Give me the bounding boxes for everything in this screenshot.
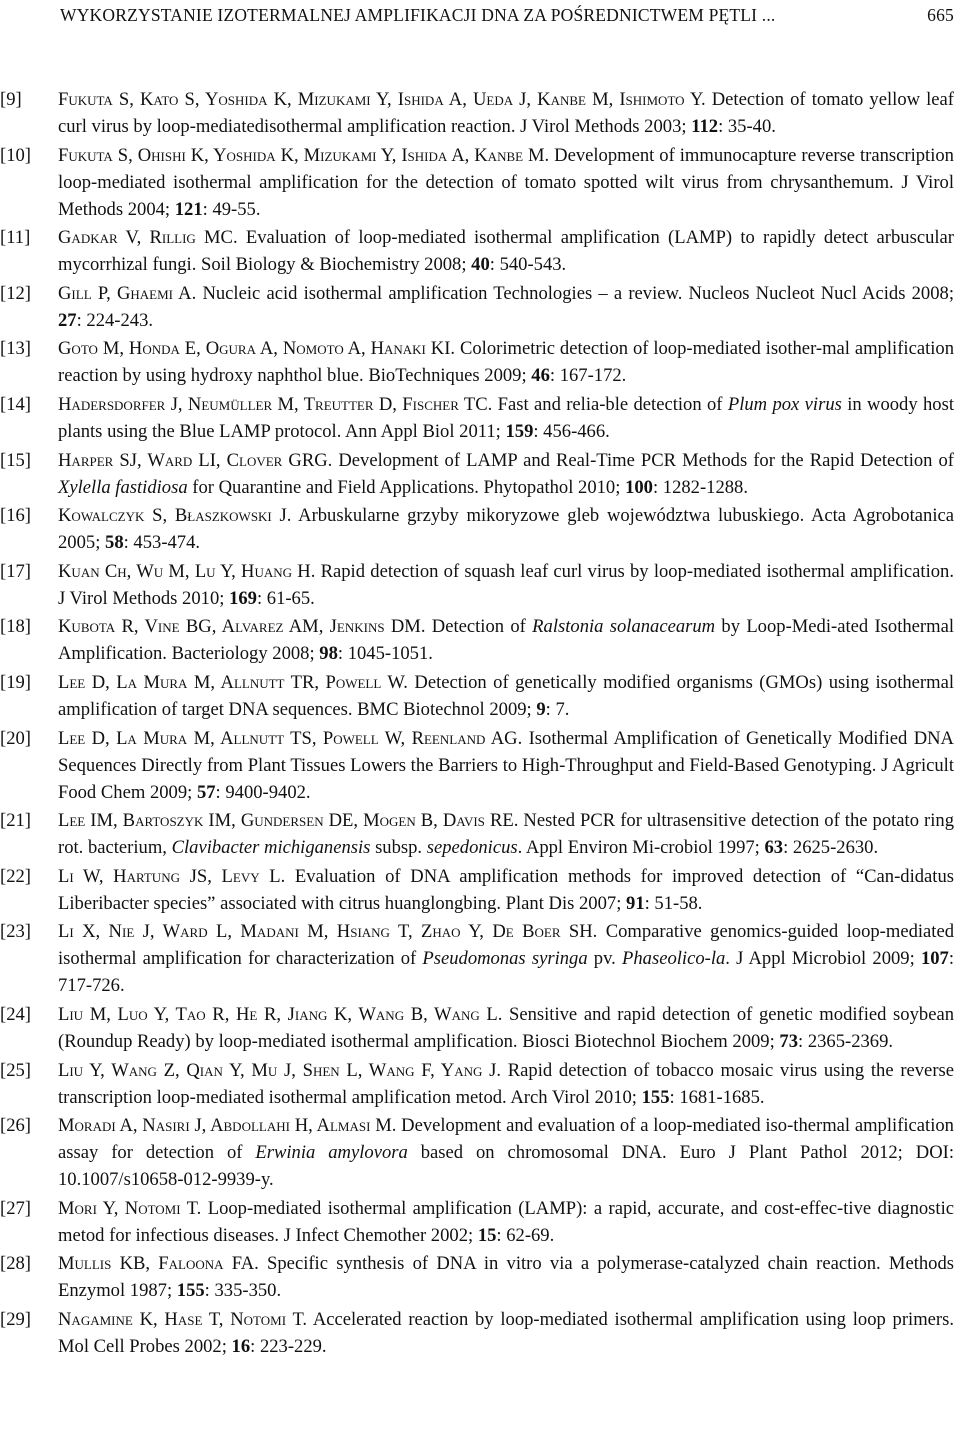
reference-authors: Hadersdorfer J, Neumüller M, Treutter D, Fischer TC. — [58, 393, 493, 415]
reference-text: Development of LAMP and Real-Time PCR Methods for the Rapid Detection of — [332, 449, 954, 471]
reference-text: : 35-40. — [718, 116, 776, 137]
reference-item — [0, 224, 960, 278]
reference-text: Development and evaluation of a loop-mediated iso-thermal amplification assay for detection of — [58, 1115, 954, 1164]
reference-volume: 9 — [536, 698, 546, 720]
reference-item — [0, 1001, 960, 1055]
reference-item — [0, 391, 960, 445]
reference-text: : 62-69. — [496, 1224, 555, 1246]
reference-number: [17] — [0, 560, 31, 582]
reference-authors: Goto M, Honda E, Ogura A, Nomoto A, Hanaki KI. — [58, 338, 456, 360]
reference-volume: 16 — [231, 1335, 251, 1357]
reference-authors: Liu Y, Wang Z, Qian Y, Mu J, Shen L, Wang F, Yang J. — [58, 1059, 502, 1081]
reference-authors: Fukuta S, Ohishi K, Yoshida K, Mizukami Y, Ishida A, Kanbe M. — [58, 144, 550, 166]
reference-authors: Kubota R, Vine BG, Alvarez AM, Jenkins DM. — [58, 616, 426, 638]
reference-item — [0, 335, 960, 389]
reference-volume: 159 — [505, 420, 534, 442]
reference-italic-term: Ralstonia solanacearum — [532, 616, 716, 638]
reference-number: [18] — [0, 616, 31, 638]
reference-text: Evaluation of loop-mediated isothermal amplification (LAMP) to rapidly detect arbuscular mycorrhizal fungi. Soil Biology & Biochemistry 2008; — [58, 227, 954, 276]
reference-item — [0, 918, 960, 999]
reference-text: : 61-65. — [256, 587, 315, 609]
reference-number: [19] — [0, 671, 31, 693]
reference-authors: Li W, Hartung JS, Levy L. — [58, 865, 286, 887]
reference-text: Colorimetric detection of loop-mediated isother-mal amplification reaction by using hydroxy naphthol blue. BioTechniques 2009; — [58, 338, 954, 387]
reference-text: Sensitive and rapid detection of genetic modified soybean (Roundup Ready) by loop-mediated isothermal amplification. Biosci Biotechnol Biochem 2009; — [58, 1003, 954, 1052]
reference-item — [0, 725, 960, 806]
reference-text: : 49-55. — [202, 198, 261, 220]
reference-text: : 224-243. — [76, 309, 154, 331]
reference-authors: Lee D, La Mura M, Allnutt TR, Powell W. — [58, 671, 408, 693]
reference-authors: Mullis KB, Faloona FA. — [58, 1253, 259, 1275]
reference-item — [0, 1250, 960, 1304]
reference-italic-term: Pseudomonas syringa — [422, 948, 588, 970]
reference-text: : 1045-1051. — [337, 643, 433, 665]
reference-text: : 456-466. — [533, 420, 610, 442]
reference-number: [14] — [0, 393, 31, 415]
reference-number: [21] — [0, 810, 31, 832]
reference-item — [0, 558, 960, 612]
reference-text: Detection of — [425, 616, 533, 638]
reference-text: Detection of genetically modified organisms (GMOs) using isothermal amplification of target DNA sequences. BMC Biotechnol 2009; — [58, 671, 954, 720]
reference-authors: Li X, Nie J, Ward L, Madani M, Hsiang T, Zhao Y, De Boer SH. — [58, 921, 598, 943]
reference-volume: 58 — [105, 532, 124, 554]
reference-volume: 100 — [625, 476, 653, 498]
reference-volume: 155 — [641, 1086, 670, 1108]
reference-number: [15] — [0, 449, 31, 471]
reference-authors: Harper SJ, Ward LI, Clover GRG. — [58, 449, 333, 471]
reference-number: [24] — [0, 1003, 31, 1025]
reference-list — [0, 86, 960, 1361]
reference-authors: Lee D, La Mura M, Allnutt TS, Powell W, Reenland AG. — [58, 727, 523, 749]
reference-text: Nested PCR for ultrasensitive detection of the potato ring rot. bacterium, — [58, 810, 954, 859]
reference-authors: Kuan Ch, Wu M, Lu Y, Huang H. — [58, 560, 316, 582]
reference-text: Evaluation of DNA amplification methods for improved detection of “Can-didatus Liberibacter species” associated with citrus huanglongbing. Plant Dis 2007; — [58, 865, 954, 914]
reference-text: subsp. — [370, 837, 427, 859]
reference-text: Accelerated reaction by loop-mediated isothermal amplification using loop primers. Mol Cell Probes 2002; — [58, 1308, 955, 1357]
reference-text: : 540-543. — [489, 254, 567, 276]
reference-text: : 9400-9402. — [215, 781, 311, 803]
reference-text: Detection of tomato yellow leaf curl virus by loop-mediatedisothermal amplification reaction. J Virol Methods 2003; — [58, 89, 955, 137]
reference-item — [0, 613, 960, 667]
reference-volume: 112 — [691, 116, 719, 137]
reference-volume: 63 — [764, 837, 784, 859]
reference-item — [0, 1057, 960, 1111]
reference-number: [16] — [0, 505, 31, 527]
reference-text: : 1282-1288. — [652, 476, 748, 498]
reference-item — [0, 447, 960, 501]
reference-authors: Kowalczyk S, Błaszkowski J. — [58, 505, 292, 527]
reference-number: [29] — [0, 1308, 31, 1330]
reference-volume: 155 — [176, 1280, 205, 1302]
reference-text: Nucleic acid isothermal amplification Technologies – a review. Nucleos Nucleot Nucl Acids 2008; — [196, 282, 954, 304]
reference-item — [0, 863, 960, 917]
reference-volume: 169 — [229, 587, 257, 609]
reference-item — [0, 1112, 960, 1193]
reference-authors: Moradi A, Nasiri J, Abdollahi H, Almasi M. — [58, 1115, 397, 1137]
reference-authors: Mori Y, Notomi T. — [58, 1197, 202, 1219]
reference-text: based on chromosomal DNA. Euro J Plant Pathol 2012; DOI: 10.1007/s10658-012-9939-y. — [58, 1142, 955, 1191]
reference-authors: Nagamine K, Hase T, Notomi T. — [58, 1308, 308, 1330]
reference-text: in woody host plants using the Blue LAMP protocol. Ann Appl Biol 2011; — [58, 393, 954, 442]
reference-text: Rapid detection of squash leaf curl virus by loop-mediated isothermal amplification. J Virol Methods 2010; — [58, 560, 954, 609]
reference-item — [0, 142, 960, 223]
reference-item — [0, 1195, 960, 1249]
reference-number: [28] — [0, 1253, 31, 1275]
reference-item — [0, 502, 960, 556]
reference-text: Rapid detection of tobacco mosaic virus using the reverse transcription loop-mediated isothermal amplification metod. Arch Virol 2010; — [58, 1059, 954, 1108]
reference-text: by Loop-Medi-ated Isothermal Amplification. Bacteriology 2008; — [58, 616, 954, 665]
reference-text: : 1681-1685. — [669, 1086, 765, 1108]
reference-text: : 2625-2630. — [783, 837, 879, 859]
reference-text: Specific synthesis of DNA in vitro via a polymerase-catalyzed chain reaction. Methods Enzymol 1987; — [58, 1253, 954, 1302]
reference-number: [26] — [0, 1115, 31, 1137]
reference-volume: 121 — [174, 198, 203, 220]
reference-authors: Gill P, Ghaemi A. — [58, 282, 197, 304]
reference-text: . Appl Environ Mi-crobiol 1997; — [517, 837, 765, 859]
reference-volume: 98 — [319, 643, 338, 665]
reference-number: [12] — [0, 282, 31, 304]
reference-volume: 40 — [471, 254, 490, 276]
reference-text: : 223-229. — [250, 1335, 327, 1357]
reference-item — [0, 1306, 960, 1360]
reference-number: [22] — [0, 865, 31, 887]
reference-volume: 15 — [477, 1224, 497, 1246]
running-title: WYKORZYSTANIE IZOTERMALNEJ AMPLIFIKACJI DNA ZA POŚREDNICTWEM PĘTLI ... — [60, 5, 776, 25]
reference-text: : 2365-2369. — [798, 1030, 894, 1052]
reference-italic-term: Phaseolico-la — [622, 948, 726, 970]
reference-text: : 167-172. — [549, 365, 627, 387]
reference-italic-term: Erwinia amylovora — [255, 1142, 408, 1164]
reference-volume: 46 — [531, 365, 550, 387]
reference-text: Fast and relia-ble detection of — [492, 393, 728, 415]
reference-text: for Quarantine and Field Applications. Phytopathol 2010; — [187, 476, 626, 498]
reference-item — [0, 280, 960, 334]
reference-text: : 335-350. — [204, 1280, 282, 1302]
reference-text: Loop-mediated isothermal amplification (LAMP): a rapid, accurate, and cost-effec-tive diagnostic metod for infectious diseases. J Infect Chemother 2002; — [58, 1197, 954, 1246]
reference-italic-term: Plum pox virus — [727, 393, 842, 415]
reference-volume: 107 — [920, 948, 949, 970]
reference-number: [27] — [0, 1197, 31, 1219]
reference-item — [0, 86, 960, 140]
page-number: 665 — [927, 5, 954, 25]
reference-item — [0, 807, 960, 861]
reference-text: : 51-58. — [644, 892, 703, 914]
reference-italic-term: Xylella fastidiosa — [58, 476, 188, 498]
reference-text: pv. — [587, 948, 623, 970]
reference-text: . J Appl Microbiol 2009; — [725, 948, 921, 970]
reference-volume: 91 — [626, 892, 645, 914]
running-header — [60, 5, 954, 26]
reference-item — [0, 669, 960, 723]
reference-number: [10] — [0, 144, 31, 166]
reference-authors: Lee IM, Bartoszyk IM, Gundersen DE, Mogen B, Davis RE. — [58, 810, 519, 832]
reference-number: [9] — [0, 89, 22, 110]
reference-italic-term: sepedonicus — [426, 837, 518, 859]
reference-text: Development of immunocapture reverse transcription loop-mediated isothermal amplification for the detection of tomato spotted wilt virus from chrysanthemum. J Virol Methods 2004; — [58, 144, 954, 220]
reference-volume: 73 — [779, 1030, 799, 1052]
reference-text: Isothermal Amplification of Genetically Modified DNA Sequences Directly from Plant Tissues Lowers the Barriers to High-Throughput and Field-Based Genotyping. J Agricult Food Chem 2009; — [58, 727, 954, 803]
reference-text: : 7. — [545, 698, 570, 720]
reference-authors: Fukuta S, Kato S, Yoshida K, Mizukami Y, Ishida A, Ueda J, Kanbe M, Ishimoto Y. — [58, 89, 706, 110]
reference-text: Comparative genomics-guided loop-mediated isothermal amplification for characterization of — [58, 921, 955, 970]
reference-number: [13] — [0, 338, 31, 360]
reference-text: : 453-474. — [123, 532, 201, 554]
reference-volume: 57 — [196, 781, 216, 803]
reference-authors: Liu M, Luo Y, Tao R, He R, Jiang K, Wang B, Wang L. — [58, 1003, 503, 1025]
reference-volume: 27 — [58, 309, 77, 331]
reference-number: [11] — [0, 227, 31, 249]
reference-number: [25] — [0, 1059, 31, 1081]
reference-number: [20] — [0, 727, 31, 749]
reference-italic-term: Clavibacter michiganensis — [171, 837, 371, 859]
reference-authors: Gadkar V, Rillig MC. — [58, 227, 238, 249]
reference-number: [23] — [0, 921, 31, 943]
reference-text: : 717-726. — [58, 948, 954, 997]
reference-text: Arbuskularne grzyby mikoryzowe gleb województwa lubuskiego. Acta Agrobotanica 2005; — [58, 505, 954, 554]
